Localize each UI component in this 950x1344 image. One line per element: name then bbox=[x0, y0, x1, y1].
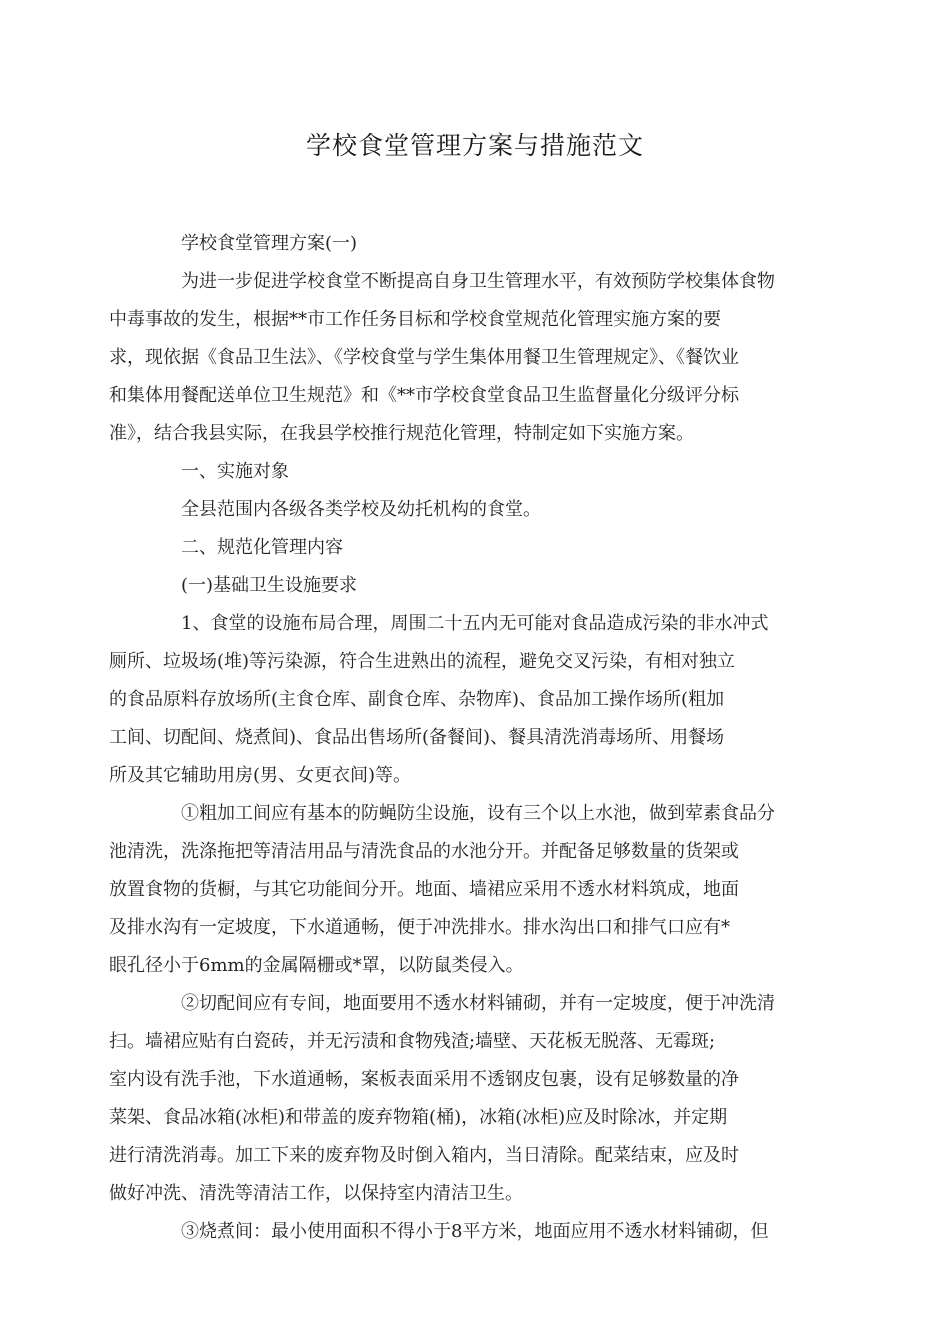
text-line: 及排水沟有一定坡度，下水道通畅，便于冲洗排水。排水沟出口和排气口应有* bbox=[109, 917, 730, 938]
text-line: 求，现依据《食品卫生法》、《学校食堂与学生集体用餐卫生管理规定》、《餐饮业 bbox=[109, 347, 739, 368]
text-line: ①粗加工间应有基本的防蝇防尘设施，设有三个以上水池，做到荤素食品分 bbox=[181, 803, 775, 824]
text-line: 室内设有洗手池，下水道通畅，案板表面采用不透钢皮包裹，设有足够数量的净 bbox=[109, 1069, 739, 1090]
text-line: 所及其它辅助用房(男、女更衣间)等。 bbox=[109, 765, 412, 786]
text-line: ②切配间应有专间，地面要用不透水材料铺砌，并有一定坡度，便于冲洗清 bbox=[181, 993, 775, 1014]
text-line: 放置食物的货橱，与其它功能间分开。地面、墙裙应采用不透水材料筑成，地面 bbox=[109, 879, 739, 900]
paragraph bbox=[145, 1213, 810, 1251]
paragraph bbox=[109, 795, 810, 985]
text-line: 二、规范化管理内容 bbox=[181, 537, 343, 558]
text-line: 为进一步促进学校食堂不断提高自身卫生管理水平，有效预防学校集体食物 bbox=[181, 271, 775, 292]
paragraph bbox=[109, 263, 810, 453]
text-line: 眼孔径小于6mm的金属隔栅或*罩，以防鼠类侵入。 bbox=[109, 955, 524, 976]
text-line: 准》，结合我县实际，在我县学校推行规范化管理，特制定如下实施方案。 bbox=[109, 423, 694, 444]
paragraph bbox=[145, 453, 810, 491]
text-line: 学校食堂管理方案(一) bbox=[181, 233, 358, 254]
text-line: 和集体用餐配送单位卫生规范》和《**市学校食堂食品卫生监督量化分级评分标 bbox=[109, 385, 739, 406]
text-line: 全县范围内各级各类学校及幼托机构的食堂。 bbox=[181, 499, 541, 520]
text-line: 1、食堂的设施布局合理，周围二十五内无可能对食品造成污染的非水冲式 bbox=[181, 613, 769, 634]
text-line: 做好冲洗、清洗等清洁工作，以保持室内清洁卫生。 bbox=[109, 1183, 523, 1204]
paragraph bbox=[145, 491, 810, 529]
text-line: 一、实施对象 bbox=[181, 461, 289, 482]
text-line: 的食品原料存放场所(主食仓库、副食仓库、杂物库)、食品加工操作场所(粗加 bbox=[109, 689, 725, 710]
text-line: ③烧煮间：最小使用面积不得小于8平方米，地面应用不透水材料铺砌，但 bbox=[181, 1221, 769, 1242]
paragraph bbox=[145, 225, 810, 263]
text-line: 池清洗，洗涤拖把等清洁用品与清洗食品的水池分开。并配备足够数量的货架或 bbox=[109, 841, 739, 862]
text-line: 工间、切配间、烧煮间)、食品出售场所(备餐间)、餐具清洗消毒场所、用餐场 bbox=[109, 727, 725, 748]
paragraph bbox=[109, 605, 810, 795]
document-title: 学校食堂管理方案与措施范文 bbox=[305, 131, 644, 160]
paragraph bbox=[145, 529, 810, 567]
text-line: (一)基础卫生设施要求 bbox=[181, 575, 358, 596]
text-line: 菜架、食品冰箱(冰柜)和带盖的废弃物箱(桶)，冰箱(冰柜)应及时除冰，并定期 bbox=[109, 1107, 728, 1128]
paragraph bbox=[109, 985, 810, 1213]
paragraph bbox=[145, 567, 810, 605]
text-line: 扫。墙裙应贴有白瓷砖，并无污渍和食物残渣;墙壁、天花板无脱落、无霉斑; bbox=[109, 1031, 716, 1052]
text-line: 厕所、垃圾场(堆)等污染源，符合生进熟出的流程，避免交叉污染，有相对独立 bbox=[109, 651, 736, 672]
text-line: 中毒事故的发生，根据**市工作任务目标和学校食堂规范化管理实施方案的要 bbox=[109, 309, 721, 330]
text-line: 进行清洗消毒。加工下来的废弃物及时倒入箱内，当日清除。配菜结束，应及时 bbox=[109, 1145, 739, 1166]
document-body bbox=[109, 225, 810, 1251]
